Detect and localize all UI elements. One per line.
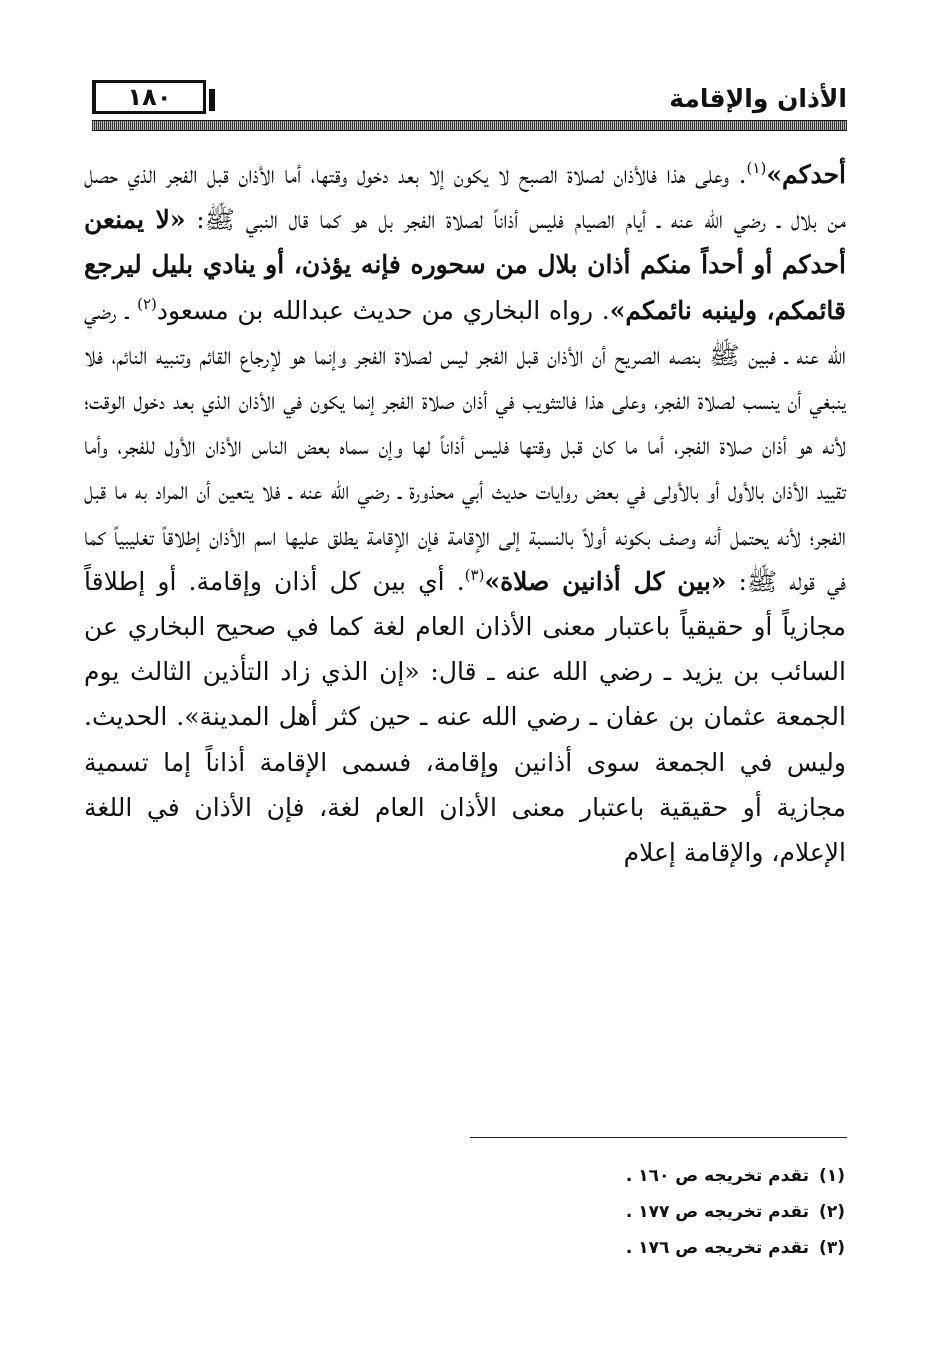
footnotes xyxy=(626,1158,845,1266)
hadith-quote-end: أحدكم» xyxy=(766,160,846,189)
footnote-ref-2: (٢) xyxy=(137,294,157,313)
page-number: ١٨٠ xyxy=(127,83,172,111)
footnote-item xyxy=(626,1194,845,1230)
footnote-text: تقدم تخريجه ص ١٧٦ . xyxy=(625,1238,810,1258)
footnote-number: (٣) xyxy=(819,1238,845,1258)
footnote-text: تقدم تخريجه ص ١٧٧ . xyxy=(625,1202,810,1222)
footnote-separator xyxy=(470,1137,847,1138)
main-text xyxy=(84,152,846,875)
header-rule xyxy=(92,120,847,131)
hadith-quote: «لا يمنعن أحدكم أو أحداً منكم أذان بلال من سحوره فإنه يؤذن، أو ينادي بليل ليرجع قائمكم، ولينبه نائمكم» xyxy=(84,205,846,325)
page-number-box xyxy=(92,80,206,114)
text-segment: . أي بين كل أذان وإقامة. أو إطلاقاً مجازياً أو حقيقياً باعتبار معنى الأذان العام لغة كما في صحيح البخاري عن السائب بن يزيد ـ رضي الله عنه ـ قال: «إن الذي زاد التأذين الثالث يوم الجمعة عثمان بن عفان ـ رضي الله عنه ـ حين كثر أهل المدينة». الحديث. وليس في الجمعة سوى أذانين وإقامة، فسمى الإقامة أذاناً إما تسمية مجازية أو حقيقية باعتبار معنى الأذان العام لغة، فإن الأذان في اللغة الإعلام، والإقامة إعلام xyxy=(84,566,846,868)
footnote-ref-1: (١) xyxy=(746,159,767,177)
hadith-quote: «بين كل أذانين صلاة» xyxy=(484,566,727,596)
running-title: الأذان والإقامة xyxy=(669,84,847,113)
footnote-number: (٢) xyxy=(819,1202,845,1222)
text-segment: . وعلى هذا فالأذان لصلاة الصبح لا يكون إلا بعد دخول وقتها، أما الأذان قبل الفجر الذي حصل من بلال ـ رضي الله عنه ـ أيام الصيام فليس أذاناً لصلاة الفجر بل هو كما قال النبي ﷺ: xyxy=(84,160,846,235)
footnote-number: (١) xyxy=(819,1166,845,1186)
paragraph xyxy=(84,152,846,875)
footnote-item xyxy=(626,1158,845,1194)
page-header xyxy=(92,78,847,136)
footnote-ref-3: (٣) xyxy=(464,565,485,584)
text-segment: . رواه البخاري من حديث عبدالله بن مسعود xyxy=(156,295,610,325)
footnote-item xyxy=(626,1230,845,1266)
footnote-text: تقدم تخريجه ص ١٦٠ . xyxy=(625,1166,810,1186)
text-segment: ـ رضي الله عنه ـ فبين ﷺ بنصه الصريح أن الأذان قبل الفجر ليس لصلاة الفجر وإنما هو لإرجاع القائم وتنبيه النائم، فلا ينبغي أن ينسب لصلاة الفجر، وعلى هذا فالتثويب في أذان صلاة الفجر إنما يكون في الأذان الذي بعد دخول الوقت؛ لأنه هو أذان صلاة الفجر، أما ما كان قبل وقتها فليس أذاناً لها وإن سماه بعض الناس الأذان الأول للفجر، وأما تقييد الأذان بالأول أو بالأولى في بعض روايات حديث أبي محذورة ـ رضي الله عنه ـ فلا يتعين أن المراد به ما قبل الفجر؛ لأنه يحتمل أنه وصف بكونه أولاً بالنسبة إلى الإقامة فإن الإقامة يطلق عليها اسم الأذان إطلاقاً تغليبياً كما في قوله ﷺ: xyxy=(84,295,847,596)
